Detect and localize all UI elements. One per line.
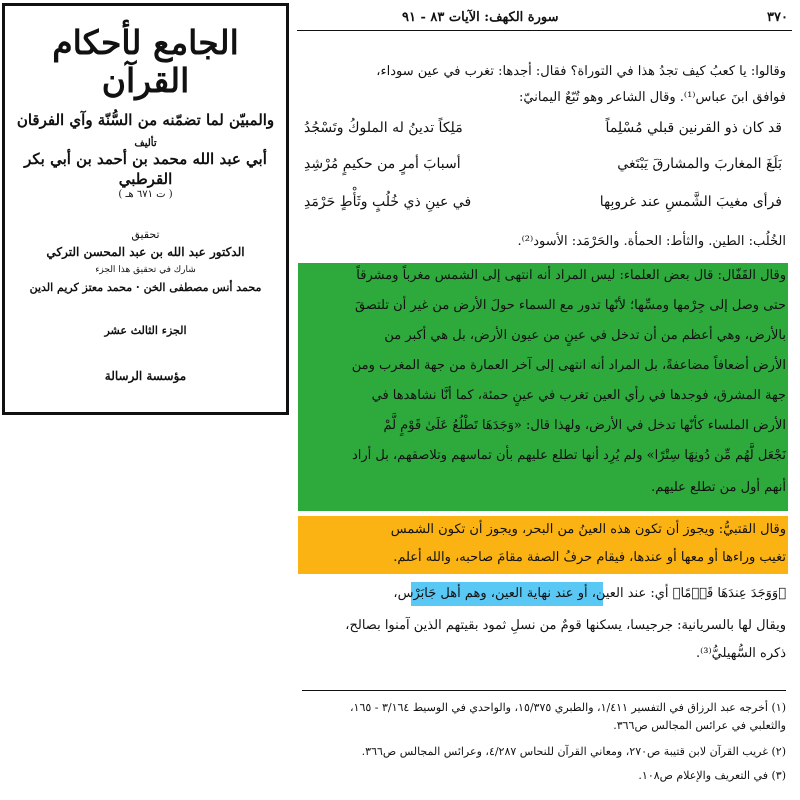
green-line: نَجْعَل لَّهُم مِّن دُونِهَا سِتْرًا» ولم يُرِد أنها تطلع عليهم بأن تماسهم وتلاصقهم، بل أراد	[351, 448, 786, 463]
yellow-line: تغيب وراءها أو معها أو عندها، فيقام حرفُ الصفة مقامَ صاحبه، والله أعلم.	[393, 550, 786, 565]
cover-title: الجامع لأحكام القرآن	[52, 23, 239, 100]
cover-volume: الجزء الثالث عشر	[104, 324, 187, 337]
page-header	[302, 10, 792, 30]
ayah-quote: ﴿وَوَجَدَ عِندَهَا قَوۡمًا﴾	[672, 586, 786, 601]
ayah-line	[302, 582, 786, 606]
cover-editor: الدكتور عبد الله بن عبد المحسن التركي	[46, 245, 245, 259]
green-line: أنهم أول من تطلع عليهم.	[651, 480, 786, 495]
cover-participants-label: شارك في تحقيق هذا الجزء	[95, 265, 196, 275]
cover-author: أبي عبد الله محمد بن أحمد بن أبي بكر القرطبي	[24, 150, 267, 188]
green-line: الأرض أضعافاً مضاعفةً، بل المراد أنه انتهى إلى آخر العمارة من جهة المغرب ومن	[351, 358, 786, 373]
verse-first-hemistich: فرأى مغيبَ الشَّمسِ عند غروبِها	[599, 194, 782, 210]
page-number: ٣٧٠	[767, 10, 788, 25]
green-line: الأرض الملساء كأنّها تدخل في الأرض، ولهذا قال: «وَجَدَهَا تَطْلُعُ عَلَىٰ قَوْمٍ لَّمْ	[383, 418, 786, 433]
poem-verse	[304, 156, 782, 180]
footnote-1: (١) أخرجه عبد الرزاق في التفسير ١/٤١١، والطبري ١٥/٣٧٥، والواحدي في الوسيط ٣/١٦٤ - ١٦٥،	[349, 701, 786, 714]
footnote-1-continued: والثعلبي في عرائس المجالس ص٣٦٦.	[613, 719, 786, 732]
green-line: حتى وصل إلى جِرْمها ومسِّها؛ لأنّها تدور مع السماء حولَ الأرض من غير أن تلتصقَ	[355, 298, 786, 313]
green-line: وقال القَفّال: قال بعض العلماء: ليس المراد أنه انتهى إلى الشمس مغرباً ومشرقاً	[356, 268, 786, 283]
paragraph-line: ويقال لها بالسريانية: جرجيسا، يسكنها قومٌ من نسلِ ثمود بقيتهم الذين آمنوا بصالح،	[345, 618, 786, 633]
footnote-3: (٣) في التعريف والإعلام ص١٠٨.	[638, 769, 786, 782]
verse-first-hemistich: بَلَغَ المغاربَ والمشارقَ يَبْتَغي	[617, 156, 782, 172]
cover-subtitle: والمبيّن لما تضمّنه من السُّنّة وآي الفرقان	[16, 111, 275, 129]
paragraph-line: ذكره السُّهيليُّ⁽³⁾.	[695, 646, 786, 661]
cover-publisher: مؤسسة الرسالة	[104, 369, 187, 383]
surah-title: سورة الكهف: الآيات ٨٣ - ٩١	[402, 10, 559, 25]
verse-second-hemistich: مَلِكاً تدينُ له الملوكُ وتَسْجُدُ	[304, 120, 463, 136]
poem-verse	[304, 120, 782, 144]
poem-verse	[304, 194, 782, 218]
cover-authored-by: تأليف	[134, 138, 157, 149]
cover-author-date: ( ت ٦٧١ هـ )	[118, 189, 173, 200]
verse-second-hemistich: أسبابَ أمرٍ من حكيمٍ مُرْشِدِ	[304, 156, 461, 172]
green-line: بالأرض، وهي أعظم من أن تدخل في عينٍ من عيون الأرض، بل هي أكبر من	[384, 328, 786, 343]
cover-editing-label: تحقيق	[131, 228, 160, 241]
ayah-explanation: أي: عند العين، أو عند نهاية العين،	[490, 586, 669, 601]
header-divider	[297, 30, 792, 31]
ayah-people: وهم أهل جَابَرْس،	[393, 586, 487, 601]
footnote-2: (٢) غريب القرآن لابن قتيبة ص٢٧٠، ومعاني القرآن للنحاس ٤/٢٨٧، وعرائس المجالس ص٣٦٦.	[361, 745, 786, 758]
green-line: جهة المشرق، فوجدها في رأي العين تغرب في عينٍ حمئة، كما أنَّا نشاهدها في	[371, 388, 786, 403]
gloss-line: الخُلُب: الطين. والثأط: الحمأة. والحَرْمَد: الأسود⁽²⁾.	[517, 234, 786, 249]
book-page	[296, 0, 792, 800]
book-cover	[2, 3, 289, 415]
paragraph-line: فوافق ابنَ عباس⁽¹⁾. وقال الشاعر وهو تُبّعٌ اليمانيّ:	[519, 90, 786, 105]
cover-participants: محمد أنس مصطفى الخن · محمد معتز كريم الدين	[29, 281, 262, 294]
footnote-divider	[302, 690, 786, 691]
verse-first-hemistich: قد كان ذو القرنين قبلي مُسْلِماً	[605, 120, 782, 136]
yellow-line: وقال القتبيُّ: ويجوز أن تكون هذه العينُ من البحر، ويجوز أن تكون الشمس	[390, 522, 786, 537]
verse-second-hemistich: في عينِ ذي خُلُبٍ وثَأْطٍ حَرْمَدِ	[304, 194, 472, 210]
paragraph-line: وقالوا: يا كعبُ كيف تجدُ هذا في التوراة؟ فقال: أجدها: تغرب في عين سوداء،	[376, 64, 786, 79]
